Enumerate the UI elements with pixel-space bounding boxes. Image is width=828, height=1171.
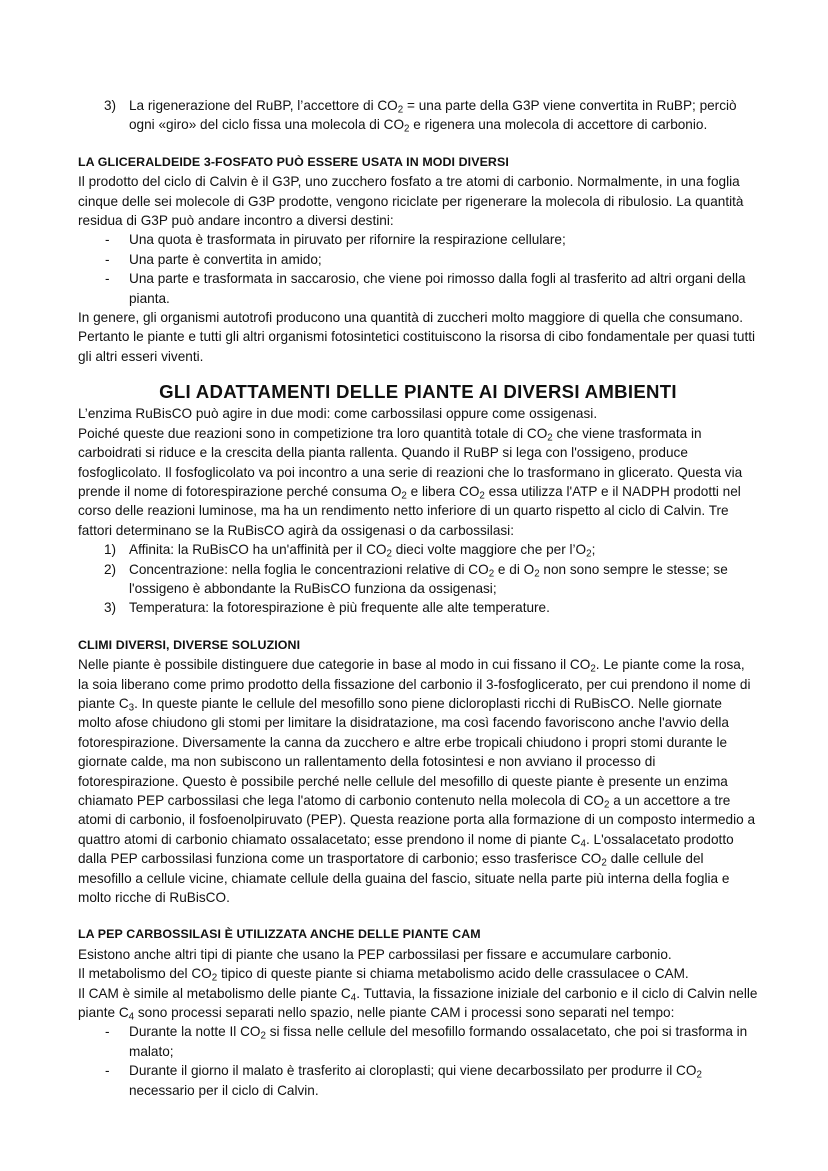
rubisco-factors-list xyxy=(78,540,758,618)
dash-marker: - xyxy=(105,271,110,287)
list-item xyxy=(78,269,758,308)
list-item xyxy=(78,96,758,135)
section-heading-cam: LA PEP CARBOSSILASI È UTILIZZATA ANCHE DELLE PIANTE CAM xyxy=(78,927,481,942)
list-item xyxy=(78,250,758,269)
list-item-text: Una parte è convertita in amido; xyxy=(129,251,322,267)
section-heading-g3p: LA GLICERALDEIDE 3-FOSFATO PUÒ ESSERE USATA IN MODI DIVERSI xyxy=(78,154,509,169)
paragraph: Il prodotto del ciclo di Calvin è il G3P, uno zucchero fosfato a tre atomi di carbonio. Normalmente, in una foglia cinque delle sei molecole di G3P prodotte, vengono riciclate per rigenerare la molecola di ribulosio. La quantità residua di G3P può andare incontro a diversi destini: xyxy=(78,174,744,229)
dash-marker: - xyxy=(105,251,110,267)
list-item-text: Una parte e trasformata in saccarosio, che viene poi rimosso dalla fogli al trasferito ad altri organi della pianta. xyxy=(129,271,746,306)
list-item-text: Temperatura: la fotorespirazione è più frequente alle alte temperature. xyxy=(129,600,550,616)
list-item-text: Una quota è trasformata in piruvato per rifornire la respirazione cellulare; xyxy=(129,232,566,248)
page-content xyxy=(78,96,758,1100)
calvin-steps-list-continued xyxy=(78,96,758,135)
list-number: 3) xyxy=(104,98,117,113)
dash-marker: - xyxy=(105,1024,110,1040)
list-number: 1) xyxy=(104,542,117,558)
list-number: 3) xyxy=(104,600,117,616)
paragraph: Nelle piante è possibile distinguere due categorie in base al modo in cui fissano il $CO_2$. Le piante come la rosa, la soia liberano come primo prodotto della fissazione del carbonio il 3-fosfoglicerato, per cui prendono il nome di piante $C_3$. In queste piante le cellule del mesofillo sono piene dicloroplasti ricchi di RuBisCO. Nelle giornate molto afose chiudono gli stomi per limitare la disidratazione, ma così facendo favoriscono anche l'avvio della fotorespirazione. Diversamente la canna da zucchero e altre erbe tropicali chiudono i propri stomi durante le giornate calde, ma non subiscono un rallentamento della fotosintesi e non avviano il processo di fotorespirazione. Questo è possibile perché nelle cellule del mesofillo di queste piante è presente un enzima chiamato PEP carbossilasi che lega l'atomo di carbonio contenuto nella molecola di $CO_2$ a un accettore a tre atomi di carbonio, il fosfoenolpiruvato (PEP). Questa reazione porta alla formazione di un composto intermedio a quattro atomi di carbonio chiamato ossalacetato; esse prendono il nome di piante $C_4$. L'ossalacetato prodotto dalla PEP carbossilasi funziona come un trasportatore di carbonio; esso trasferisce $CO_2$ dalle cellule del mesofillo a cellule vicine, chiamate cellule della guaina del fascio, situate nella parte più interna della foglia e molto ricche di RuBisCO. xyxy=(78,657,756,906)
list-item xyxy=(78,230,758,249)
list-item-text: Durante la notte Il $CO_2$ si fissa nelle cellule del mesofillo formando ossalacetato, che poi si trasforma in malato; xyxy=(129,1024,748,1059)
list-item xyxy=(78,540,758,559)
list-item xyxy=(78,1022,758,1061)
list-item-text: Durante il giorno il malato è trasferito ai cloroplasti; qui viene decarbossilato per produrre il $CO_2$ necessario per il ciclo di Calvin. xyxy=(129,1063,702,1098)
list-item xyxy=(78,598,758,617)
g3p-fates-list xyxy=(78,230,758,308)
main-title: GLI ADATTAMENTI DELLE PIANTE AI DIVERSI AMBIENTI xyxy=(159,381,677,403)
list-item xyxy=(78,1061,758,1100)
paragraph: L’enzima RuBisCO può agire in due modi: come carbossilasi oppure come ossigenasi. Poiché queste due reazioni sono in competizione tra loro quantità totale di $CO_2$ che viene trasformata in carboidrati si riduce e la crescita della pianta rallenta. Quando il RuBP si lega con l'ossigeno, produce fosfoglicolato. Il fosfoglicolato va poi incontro a una serie di reazioni che lo trasformano in glicerato. Questa via prende il nome di fotorespirazione perché consuma $O_2$ e libera $CO_2$ essa utilizza l'ATP e il NADPH prodotti nel corso delle reazioni luminose, ma ha un rendimento netto inferiore di un quarto rispetto al ciclo di Calvin. Tre fattori determinano se la RuBisCO agirà da ossigenasi o da carbossilasi: xyxy=(78,406,743,538)
cam-phases-list xyxy=(78,1022,758,1100)
dash-marker: - xyxy=(105,1063,110,1079)
paragraph: Esistono anche altri tipi di piante che usano la PEP carbossilasi per fissare e accumulare carbonio. Il metabolismo del $CO_2$ tipico di queste piante si chiama metabolismo acido delle crassulacee o CAM. Il CAM è simile al metabolismo delle piante $C_4$. Tuttavia, la fissazione iniziale del carbonio e il ciclo di Calvin nelle piante $C_4$ sono processi separati nello spazio, nelle piante CAM i processi sono separati nel tempo: xyxy=(78,946,758,1023)
list-item-text: La rigenerazione del RuBP, l’accettore di $CO_2$ = una parte della G3P viene convertita in RuBP; perciò ogni «giro» del ciclo fissa una molecola di $CO_2$ e rigenera una molecola di accettore di carbonio. xyxy=(129,98,737,135)
paragraph: In genere, gli organismi autotrofi producono una quantità di zuccheri molto maggiore di quella che consumano. Pertanto le piante e tutti gli altri organismi fotosintetici costituiscono la risorsa di cibo fondamentale per quasi tutti gli altri esseri viventi. xyxy=(78,310,756,364)
list-item xyxy=(78,560,758,599)
list-item-text: Affinita: la RuBisCO ha un'affinità per il $CO_2$ dieci volte maggiore che per $l’O_2$; xyxy=(129,542,596,560)
list-item-text: Concentrazione: nella foglia le concentrazioni relative di $CO_2$ e di $O_2$ non sono sempre le stesse; se l'ossigeno è abbondante la RuBisCO funziona da ossigenasi; xyxy=(129,561,728,596)
section-heading-climates: CLIMI DIVERSI, DIVERSE SOLUZIONI xyxy=(78,637,301,652)
dash-marker: - xyxy=(105,232,110,248)
list-number: 2) xyxy=(104,561,117,577)
